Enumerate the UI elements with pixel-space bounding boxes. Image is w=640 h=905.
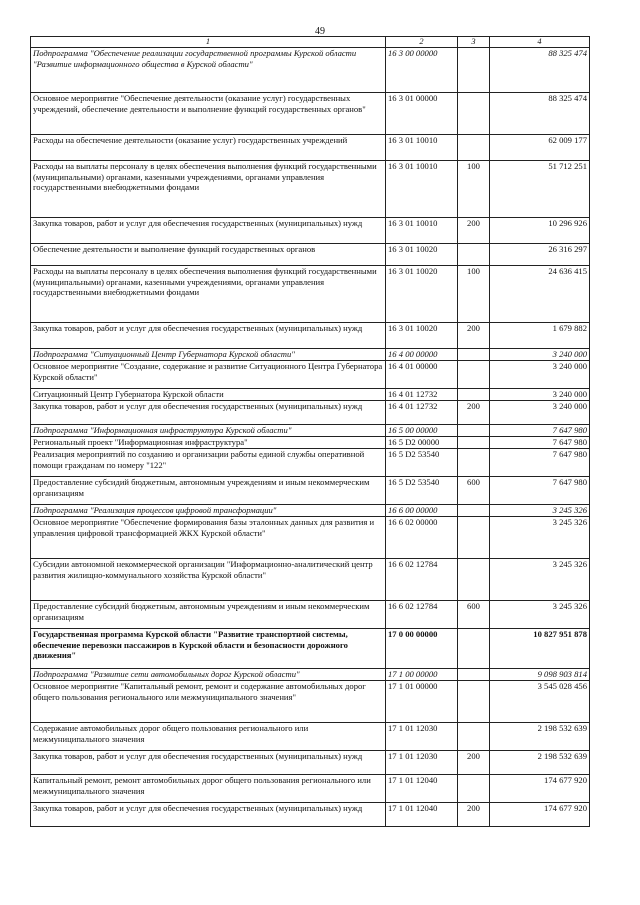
header-col-3: 3 bbox=[458, 37, 490, 48]
row-name: Подпрограмма "Информационная инфраструктура Курской области" bbox=[31, 425, 386, 437]
table-row bbox=[31, 751, 590, 775]
table-row bbox=[31, 477, 590, 505]
row-amount: 10 827 951 878 bbox=[490, 629, 590, 669]
row-code: 16 3 01 10010 bbox=[386, 161, 458, 218]
table-row bbox=[31, 349, 590, 361]
row-vr: 200 bbox=[458, 803, 490, 827]
row-code: 16 6 00 00000 bbox=[386, 505, 458, 517]
row-name: Подпрограмма "Обеспечение реализации государственной программы Курской области "Развитие информационного общества в Курской области" bbox=[31, 48, 386, 93]
row-vr: 200 bbox=[458, 751, 490, 775]
table-header-row bbox=[31, 37, 590, 48]
row-code: 17 1 01 12040 bbox=[386, 803, 458, 827]
row-code: 16 6 02 12784 bbox=[386, 559, 458, 601]
table-row bbox=[31, 244, 590, 266]
row-vr bbox=[458, 425, 490, 437]
row-name: Капитальный ремонт, ремонт автомобильных дорог общего пользования регионального или межмуниципального значения bbox=[31, 775, 386, 803]
row-vr bbox=[458, 449, 490, 477]
row-name: Закупка товаров, работ и услуг для обеспечения государственных (муниципальных) нужд bbox=[31, 751, 386, 775]
row-code: 16 3 00 00000 bbox=[386, 48, 458, 93]
row-amount: 7 647 980 bbox=[490, 437, 590, 449]
table-row bbox=[31, 775, 590, 803]
row-code: 16 3 01 10020 bbox=[386, 244, 458, 266]
row-amount: 88 325 474 bbox=[490, 93, 590, 135]
row-amount: 88 325 474 bbox=[490, 48, 590, 93]
table-row bbox=[31, 266, 590, 323]
table-row bbox=[31, 218, 590, 244]
row-vr bbox=[458, 629, 490, 669]
header-col-1: 1 bbox=[31, 37, 386, 48]
row-vr bbox=[458, 48, 490, 93]
row-amount: 51 712 251 bbox=[490, 161, 590, 218]
row-code: 16 3 01 00000 bbox=[386, 93, 458, 135]
table-row bbox=[31, 505, 590, 517]
row-vr bbox=[458, 559, 490, 601]
row-name: Основное мероприятие "Капитальный ремонт, ремонт и содержание автомобильных дорог общего пользования регионального или межмуниципального значения" bbox=[31, 681, 386, 723]
row-name: Закупка товаров, работ и услуг для обеспечения государственных (муниципальных) нужд bbox=[31, 803, 386, 827]
row-amount: 3 545 028 456 bbox=[490, 681, 590, 723]
table-row bbox=[31, 669, 590, 681]
row-name: Основное мероприятие "Создание, содержание и развитие Ситуационного Центра Губернатора Курской области" bbox=[31, 361, 386, 389]
row-code: 16 3 01 10020 bbox=[386, 323, 458, 349]
row-vr bbox=[458, 505, 490, 517]
row-code: 17 1 01 12030 bbox=[386, 751, 458, 775]
row-vr bbox=[458, 517, 490, 559]
row-name: Закупка товаров, работ и услуг для обеспечения государственных (муниципальных) нужд bbox=[31, 401, 386, 425]
row-amount: 62 009 177 bbox=[490, 135, 590, 161]
row-code: 17 1 00 00000 bbox=[386, 669, 458, 681]
table-row bbox=[31, 323, 590, 349]
row-amount: 174 677 920 bbox=[490, 803, 590, 827]
table-row bbox=[31, 389, 590, 401]
row-name: Предоставление субсидий бюджетным, автономным учреждениям и иным некоммерческим организациям bbox=[31, 477, 386, 505]
row-amount: 3 245 326 bbox=[490, 601, 590, 629]
row-vr bbox=[458, 135, 490, 161]
row-amount: 24 636 415 bbox=[490, 266, 590, 323]
row-vr bbox=[458, 437, 490, 449]
row-amount: 1 679 882 bbox=[490, 323, 590, 349]
table-row bbox=[31, 559, 590, 601]
table-row bbox=[31, 401, 590, 425]
row-code: 16 5 D2 53540 bbox=[386, 477, 458, 505]
row-code: 17 0 00 00000 bbox=[386, 629, 458, 669]
row-amount: 7 647 980 bbox=[490, 449, 590, 477]
row-code: 16 4 01 12732 bbox=[386, 389, 458, 401]
row-code: 16 3 01 10010 bbox=[386, 135, 458, 161]
budget-table bbox=[30, 36, 590, 827]
row-code: 16 3 01 10020 bbox=[386, 266, 458, 323]
row-name: Реализация мероприятий по созданию и организации работы единой службы оперативной помощи гражданам по номеру "122" bbox=[31, 449, 386, 477]
row-code: 17 1 01 12030 bbox=[386, 723, 458, 751]
row-name: Подпрограмма "Реализация процессов цифровой трансформации" bbox=[31, 505, 386, 517]
table-row bbox=[31, 161, 590, 218]
table-row bbox=[31, 361, 590, 389]
row-vr bbox=[458, 389, 490, 401]
row-code: 16 4 01 12732 bbox=[386, 401, 458, 425]
row-vr: 100 bbox=[458, 161, 490, 218]
row-vr bbox=[458, 681, 490, 723]
row-vr: 200 bbox=[458, 218, 490, 244]
row-amount: 2 198 532 639 bbox=[490, 723, 590, 751]
header-col-4: 4 bbox=[490, 37, 590, 48]
table-row bbox=[31, 425, 590, 437]
header-col-2: 2 bbox=[386, 37, 458, 48]
row-vr bbox=[458, 93, 490, 135]
row-amount: 174 677 920 bbox=[490, 775, 590, 803]
row-amount: 3 240 000 bbox=[490, 401, 590, 425]
row-name: Обеспечение деятельности и выполнение функций государственных органов bbox=[31, 244, 386, 266]
row-code: 17 1 01 12040 bbox=[386, 775, 458, 803]
row-name: Субсидии автономной некоммерческой организации "Информационно-аналитический центр развития жилищно-коммунального хозяйства Курской области" bbox=[31, 559, 386, 601]
row-vr: 200 bbox=[458, 323, 490, 349]
row-vr: 200 bbox=[458, 401, 490, 425]
row-code: 16 5 00 00000 bbox=[386, 425, 458, 437]
row-amount: 3 245 326 bbox=[490, 559, 590, 601]
row-amount: 26 316 297 bbox=[490, 244, 590, 266]
row-name: Закупка товаров, работ и услуг для обеспечения государственных (муниципальных) нужд bbox=[31, 323, 386, 349]
row-code: 16 6 02 00000 bbox=[386, 517, 458, 559]
row-code: 16 4 01 00000 bbox=[386, 361, 458, 389]
table-row bbox=[31, 449, 590, 477]
row-name: Закупка товаров, работ и услуг для обеспечения государственных (муниципальных) нужд bbox=[31, 218, 386, 244]
row-vr bbox=[458, 775, 490, 803]
row-vr: 600 bbox=[458, 601, 490, 629]
page-number: 49 bbox=[315, 26, 325, 37]
row-code: 16 6 02 12784 bbox=[386, 601, 458, 629]
row-amount: 3 245 326 bbox=[490, 517, 590, 559]
row-vr bbox=[458, 723, 490, 751]
table-row bbox=[31, 601, 590, 629]
table-row bbox=[31, 803, 590, 827]
row-amount: 3 240 000 bbox=[490, 349, 590, 361]
row-name: Основное мероприятие "Обеспечение формирования базы эталонных данных для развития и управления цифровой трансформацией ЖКХ Курской области" bbox=[31, 517, 386, 559]
table-row bbox=[31, 93, 590, 135]
row-name: Государственная программа Курской области "Развитие транспортной системы, обеспечение перевозки пассажиров в Курской области и безопасности дорожного движения" bbox=[31, 629, 386, 669]
row-name: Ситуационный Центр Губернатора Курской области bbox=[31, 389, 386, 401]
row-code: 16 4 00 00000 bbox=[386, 349, 458, 361]
row-amount: 3 240 000 bbox=[490, 361, 590, 389]
table-row bbox=[31, 723, 590, 751]
table-row bbox=[31, 135, 590, 161]
row-vr: 100 bbox=[458, 266, 490, 323]
row-amount: 3 245 326 bbox=[490, 505, 590, 517]
row-vr bbox=[458, 669, 490, 681]
row-vr: 600 bbox=[458, 477, 490, 505]
row-name: Подпрограмма "Ситуационный Центр Губернатора Курской области" bbox=[31, 349, 386, 361]
table-row bbox=[31, 437, 590, 449]
row-name: Предоставление субсидий бюджетным, автономным учреждениям и иным некоммерческим организациям bbox=[31, 601, 386, 629]
row-name: Расходы на выплаты персоналу в целях обеспечения выполнения функций государственными (муниципальными) органами, казенными учреждениями, органами управления государственными внебюджетными фондами bbox=[31, 266, 386, 323]
table-row bbox=[31, 517, 590, 559]
row-code: 16 5 D2 00000 bbox=[386, 437, 458, 449]
row-amount: 2 198 532 639 bbox=[490, 751, 590, 775]
row-name: Основное мероприятие "Обеспечение деятельности (оказание услуг) государственных учреждений, обеспечение деятельности и выполнение функций государственных органов" bbox=[31, 93, 386, 135]
row-name: Подпрограмма "Развитие сети автомобильных дорог Курской области" bbox=[31, 669, 386, 681]
row-amount: 9 098 903 814 bbox=[490, 669, 590, 681]
table-row bbox=[31, 681, 590, 723]
row-code: 16 3 01 10010 bbox=[386, 218, 458, 244]
row-amount: 3 240 000 bbox=[490, 389, 590, 401]
table-row bbox=[31, 629, 590, 669]
row-vr bbox=[458, 244, 490, 266]
row-name: Расходы на обеспечение деятельности (оказание услуг) государственных учреждений bbox=[31, 135, 386, 161]
row-vr bbox=[458, 361, 490, 389]
row-code: 17 1 01 00000 bbox=[386, 681, 458, 723]
row-name: Содержание автомобильных дорог общего пользования регионального или межмуниципального значения bbox=[31, 723, 386, 751]
row-code: 16 5 D2 53540 bbox=[386, 449, 458, 477]
row-amount: 10 296 926 bbox=[490, 218, 590, 244]
table-row bbox=[31, 48, 590, 93]
row-name: Расходы на выплаты персоналу в целях обеспечения выполнения функций государственными (муниципальными) органами, казенными учреждениями, органами управления государственными внебюджетными фондами bbox=[31, 161, 386, 218]
row-amount: 7 647 980 bbox=[490, 477, 590, 505]
row-vr bbox=[458, 349, 490, 361]
row-name: Региональный проект "Информационная инфраструктура" bbox=[31, 437, 386, 449]
row-amount: 7 647 980 bbox=[490, 425, 590, 437]
